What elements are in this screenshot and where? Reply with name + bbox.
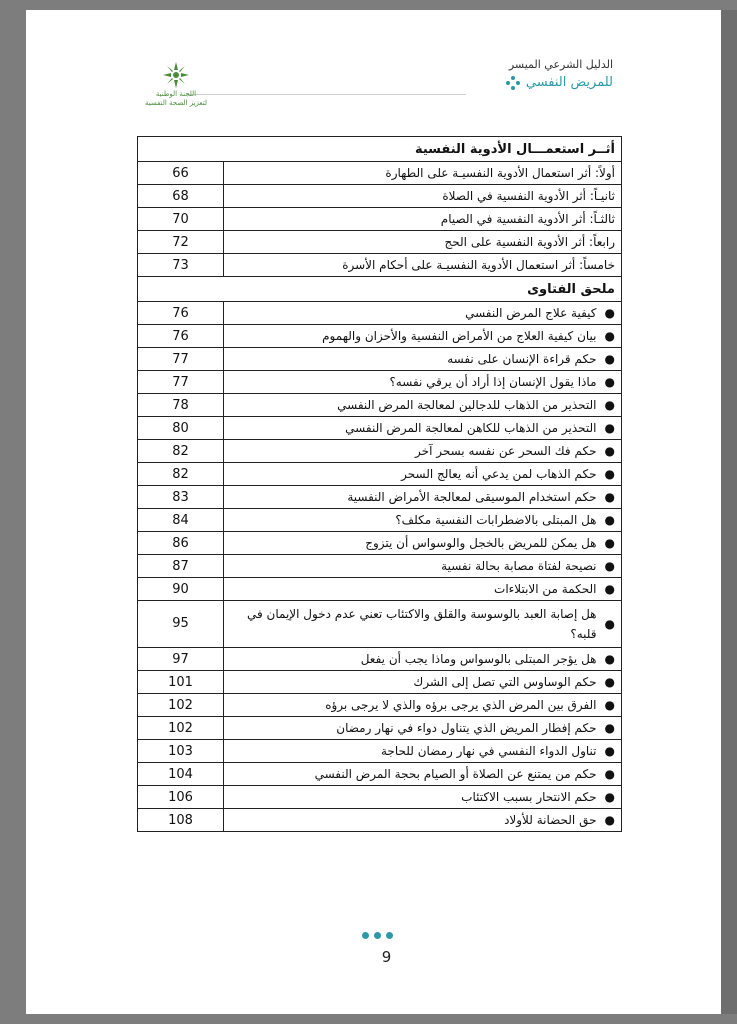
toc-entry-content (230, 444, 615, 458)
toc-entry-label: حكم فك السحر عن نفسه بسحر آخر (415, 444, 597, 458)
toc-entry-content (230, 375, 615, 389)
toc-entry-content (230, 604, 615, 644)
bullet-icon: ● (604, 675, 615, 689)
toc-entry-content (230, 329, 615, 343)
bullet-icon: ● (604, 513, 615, 527)
toc-entry-content (230, 490, 615, 504)
toc-entry-label: التحذير من الذهاب للدجالين لمعالجة المرض النفسي (337, 398, 597, 412)
toc-entry-label: نصيحة لفتاة مصابة بحالة نفسية (441, 559, 597, 573)
toc-page-number: 77 (138, 348, 224, 371)
section-title-medications: أثــر استعمـــال الأدوية النفسية (138, 137, 622, 162)
toc-entry-content (230, 352, 615, 366)
table-row (138, 671, 622, 694)
toc-entry-content (230, 813, 615, 827)
header-divider (186, 94, 466, 95)
toc-page-number: 66 (138, 162, 224, 185)
toc-entry (224, 162, 622, 185)
page-number: 9 (381, 948, 392, 966)
toc-entry-label: حكم قراءة الإنسان على نفسه (447, 352, 597, 366)
bullet-icon: ● (604, 813, 615, 827)
toc-entry (224, 371, 622, 394)
toc-entry-label: الفرق بين المرض الذي يرجى برؤه والذي لا يرجى برؤه (325, 698, 597, 712)
bullet-icon: ● (604, 721, 615, 735)
table-of-contents (137, 136, 622, 832)
toc-page-number: 104 (138, 763, 224, 786)
toc-entry-content (230, 166, 615, 180)
table-row (138, 371, 622, 394)
toc-entry (224, 578, 622, 601)
guide-title: الدليل الشرعي الميسر (508, 58, 613, 71)
toc-entry (224, 440, 622, 463)
bullet-icon: ● (604, 398, 615, 412)
toc-entry (224, 185, 622, 208)
toc-entry-content (230, 698, 615, 712)
bullet-icon: ● (604, 329, 615, 343)
toc-entry-content (230, 582, 615, 596)
table-row (138, 417, 622, 440)
toc-page-number: 102 (138, 717, 224, 740)
toc-page-number: 82 (138, 440, 224, 463)
bullet-icon: ● (604, 698, 615, 712)
bullet-icon: ● (604, 421, 615, 435)
toc-entry-label: أولاً: أثر استعمال الأدوية النفسيـة على الطهارة (385, 166, 615, 180)
toc-entry-label: حق الحضانة للأولاد (504, 813, 597, 827)
toc-page-number: 73 (138, 254, 224, 277)
toc-entry-content (230, 421, 615, 435)
toc-entry-label: حكم الانتحار بسبب الاكتئاب (461, 790, 597, 804)
toc-entry-content (230, 767, 615, 781)
toc-entry (224, 509, 622, 532)
toc-entry-label: هل يمكن للمريض بالخجل والوسواس أن يتزوج (365, 536, 597, 550)
bullet-icon: ● (604, 352, 615, 366)
table-row (138, 578, 622, 601)
table-row (138, 532, 622, 555)
toc-entry-content (230, 306, 615, 320)
toc-page-number: 101 (138, 671, 224, 694)
section-title-fatwas: ملحق الفتاوى (138, 277, 622, 302)
toc-page-number: 97 (138, 648, 224, 671)
logo-text-2: لتعزيز الصحة النفسية (144, 99, 207, 107)
table-row (138, 162, 622, 185)
toc-entry (224, 532, 622, 555)
toc-entry-content (230, 652, 615, 666)
toc-entry (224, 671, 622, 694)
toc-entry (224, 648, 622, 671)
toc-entry (224, 763, 622, 786)
table-row (138, 601, 622, 648)
table-row (138, 786, 622, 809)
toc-entry (224, 463, 622, 486)
table-row (138, 809, 622, 832)
toc-entry-label: بيان كيفية العلاج من الأمراض النفسية والأحزان والهموم (322, 329, 597, 343)
bullet-icon: ● (604, 467, 615, 481)
table-row (138, 348, 622, 371)
toc-entry (224, 254, 622, 277)
committee-logo (136, 60, 216, 108)
toc-entry-label: الحكمة من الابتلاءات (494, 582, 597, 596)
table-row (138, 509, 622, 532)
table-row (138, 302, 622, 325)
toc-entry-content (230, 398, 615, 412)
table-row (138, 325, 622, 348)
star-logo-icon (161, 60, 191, 90)
header-branding (506, 58, 613, 90)
toc-page-number: 84 (138, 509, 224, 532)
table-row (138, 555, 622, 578)
toc-entry (224, 486, 622, 509)
toc-page-number: 86 (138, 532, 224, 555)
toc-entry-label: هل إصابة العبد بالوسوسة والقلق والاكتئاب تعني عدم دخول الإيمان في قلبه؟ (247, 607, 597, 641)
table-row (138, 648, 622, 671)
toc-entry-content (230, 675, 615, 689)
toc-entry-label: حكم استخدام الموسيقى لمعالجة الأمراض النفسية (347, 490, 597, 504)
toc-page-number: 76 (138, 302, 224, 325)
toc-entry-content (230, 235, 615, 249)
bullet-icon: ● (604, 536, 615, 550)
toc-page-number: 76 (138, 325, 224, 348)
table-row (138, 254, 622, 277)
toc-page-number: 68 (138, 185, 224, 208)
toc-page-number: 77 (138, 371, 224, 394)
bullet-icon: ● (604, 306, 615, 320)
toc-entry (224, 417, 622, 440)
toc-entry-label: حكم الذهاب لمن يدعي أنه يعالج السحر (401, 467, 597, 481)
toc-entry (224, 348, 622, 371)
toc-page-number: 106 (138, 786, 224, 809)
toc-entry-content (230, 790, 615, 804)
toc-entry-content (230, 212, 615, 226)
toc-page-number: 102 (138, 694, 224, 717)
logo-text-1: اللجنة الوطنية (155, 90, 197, 98)
toc-entry-content (230, 744, 615, 758)
toc-entry-label: خامساً: أثر استعمال الأدوية النفسيـة على أحكام الأسرة (342, 258, 615, 272)
table-row (138, 394, 622, 417)
toc-page-number: 80 (138, 417, 224, 440)
toc-page-number: 72 (138, 231, 224, 254)
toc-entry-label: هل المبتلى بالاضطرابات النفسية مكلف؟ (395, 513, 597, 527)
toc-entry (224, 717, 622, 740)
table-row (138, 717, 622, 740)
toc-page-number: 87 (138, 555, 224, 578)
toc-page-number: 103 (138, 740, 224, 763)
toc-entry (224, 786, 622, 809)
bullet-icon: ● (604, 559, 615, 573)
dots-icon (506, 76, 520, 90)
toc-entry (224, 740, 622, 763)
toc-entry-content (230, 258, 615, 272)
toc-entry-content (230, 467, 615, 481)
toc-entry-label: ثانيـاً: أثر الأدوية النفسية في الصلاة (442, 189, 615, 203)
table-row (138, 208, 622, 231)
bullet-icon: ● (604, 444, 615, 458)
toc-entry (224, 325, 622, 348)
bullet-icon: ● (604, 375, 615, 389)
table-row (138, 486, 622, 509)
table-row (138, 740, 622, 763)
table-row (138, 231, 622, 254)
toc-page-number: 83 (138, 486, 224, 509)
section-header-row (138, 277, 622, 302)
toc-entry (224, 231, 622, 254)
bullet-icon: ● (604, 582, 615, 596)
table-row (138, 763, 622, 786)
bullet-icon: ● (604, 767, 615, 781)
bullet-icon: ● (604, 652, 615, 666)
toc-page-number: 95 (138, 601, 224, 648)
table-row (138, 185, 622, 208)
table-row (138, 694, 622, 717)
toc-page-number: 90 (138, 578, 224, 601)
table-row (138, 440, 622, 463)
toc-entry-label: تناول الدواء النفسي في نهار رمضان للحاجة (381, 744, 597, 758)
toc-entry (224, 302, 622, 325)
toc-entry-content (230, 189, 615, 203)
toc-entry-content (230, 721, 615, 735)
toc-entry-label: هل يؤجر المبتلى بالوسواس وماذا يجب أن يفعل (360, 652, 597, 666)
toc-entry (224, 208, 622, 231)
toc-entry-content (230, 536, 615, 550)
section-header-row (138, 137, 622, 162)
bullet-icon: ● (604, 490, 615, 504)
toc-entry (224, 694, 622, 717)
toc-entry-content (230, 513, 615, 527)
bullet-icon: ● (604, 790, 615, 804)
toc-entry (224, 809, 622, 832)
viewer-edge (721, 10, 737, 1014)
toc-entry-label: التحذير من الذهاب للكاهن لمعالجة المرض النفسي (345, 421, 597, 435)
toc-page-number: 78 (138, 394, 224, 417)
toc-entry (224, 601, 622, 648)
bullet-icon: ● (604, 617, 615, 631)
table-row (138, 463, 622, 486)
page-dots-icon (362, 932, 393, 939)
toc-entry-label: ماذا يقول الإنسان إذا أراد أن يرقي نفسه؟ (389, 375, 597, 389)
toc-page-number: 108 (138, 809, 224, 832)
document-page (26, 10, 721, 1014)
toc-page-number: 82 (138, 463, 224, 486)
toc-entry-label: حكم الوساوس التي تصل إلى الشرك (413, 675, 597, 689)
guide-subtitle: للمريض النفسي (525, 75, 613, 90)
guide-subtitle-row (506, 75, 613, 90)
toc-entry-label: ثالثـاً: أثر الأدوية النفسية في الصيام (440, 212, 615, 226)
toc-entry-label: حكم من يمتنع عن الصلاة أو الصيام بحجة المرض النفسي (314, 767, 597, 781)
toc-entry (224, 394, 622, 417)
toc-entry (224, 555, 622, 578)
toc-entry-content (230, 559, 615, 573)
toc-entry-label: رابعاً: أثر الأدوية النفسية على الحج (444, 235, 615, 249)
bullet-icon: ● (604, 744, 615, 758)
toc-page-number: 70 (138, 208, 224, 231)
toc-entry-label: كيفية علاج المرض النفسي (465, 306, 597, 320)
toc-entry-label: حكم إفطار المريض الذي يتناول دواء في نهار رمضان (336, 721, 597, 735)
